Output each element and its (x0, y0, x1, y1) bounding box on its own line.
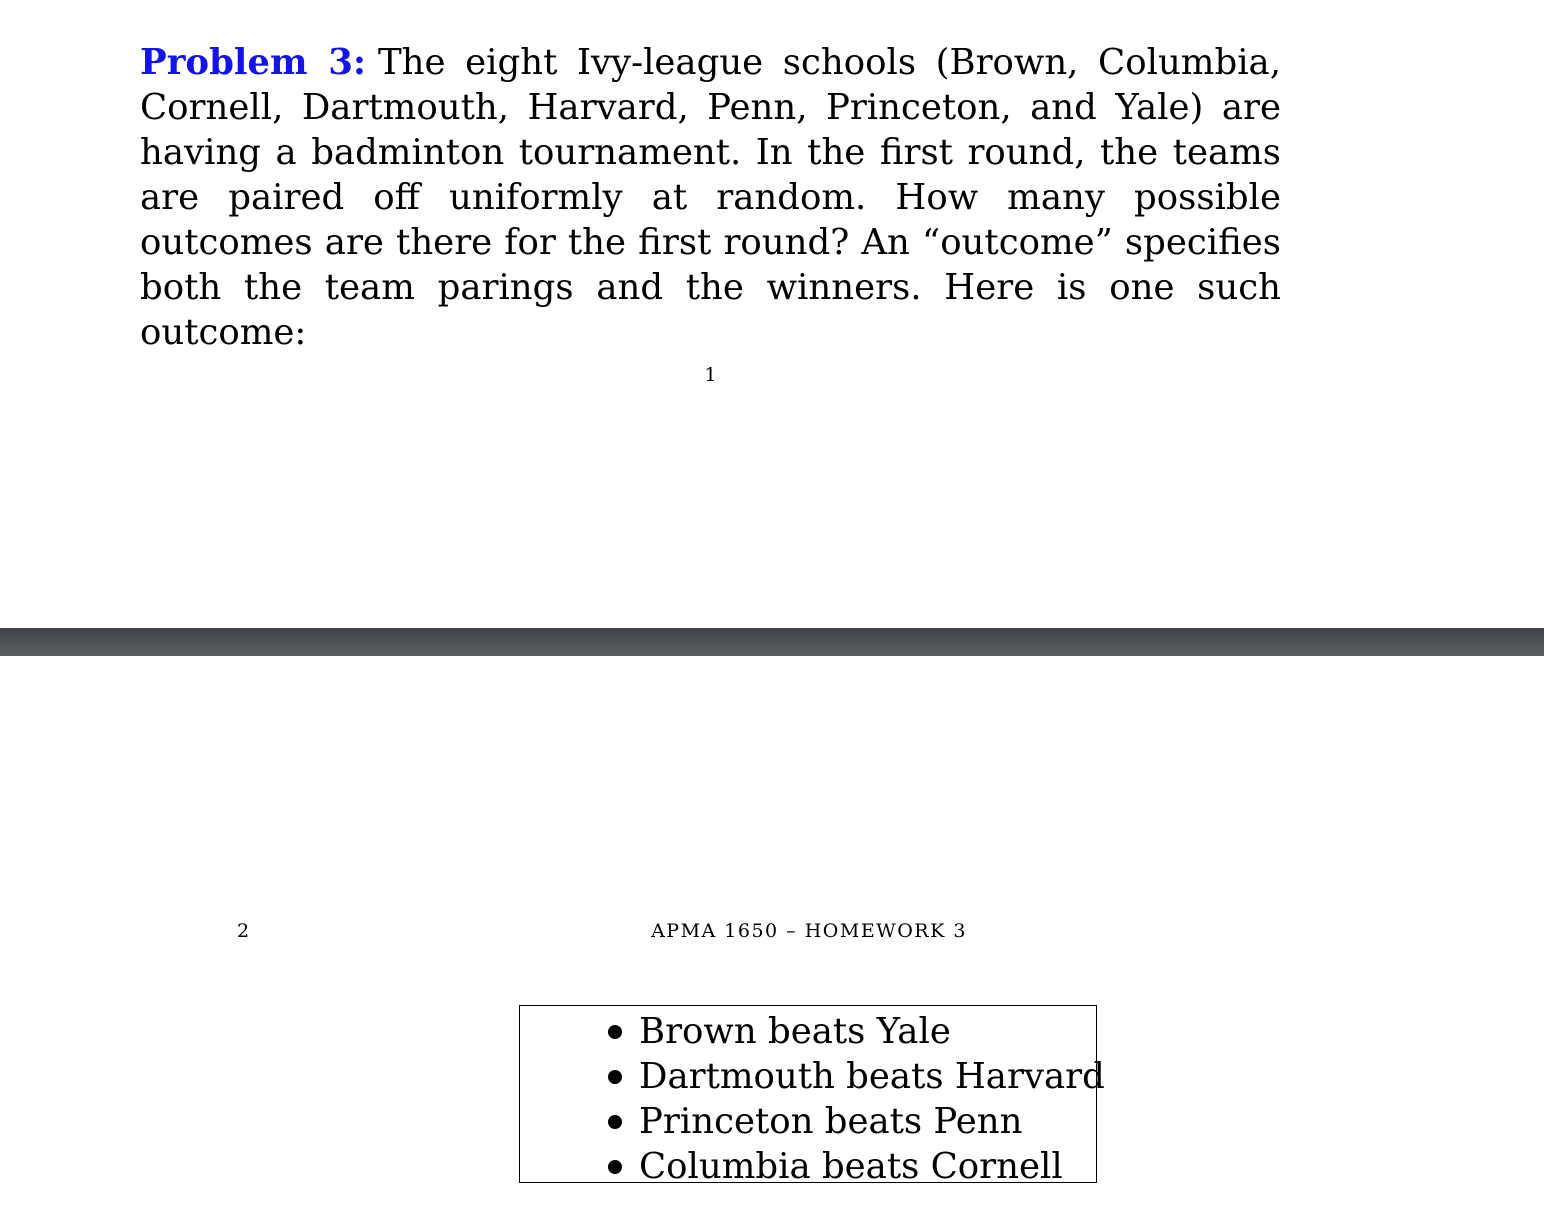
bullet-icon (608, 1115, 622, 1129)
outcome-text: Columbia beats Cornell (639, 1146, 1063, 1187)
outcome-text: Brown beats Yale (639, 1011, 951, 1052)
outcome-text: Princeton beats Penn (639, 1101, 1023, 1142)
outcome-box (519, 1005, 1105, 1187)
bullet-icon (608, 1070, 622, 1084)
bullet-icon (608, 1160, 622, 1174)
outcome-text: Dartmouth beats Harvard (639, 1056, 1105, 1097)
list-item (608, 1144, 1105, 1189)
list-item (608, 1009, 1105, 1054)
running-header: APMA 1650 – HOMEWORK 3 (651, 920, 967, 942)
page-2 (0, 656, 1544, 1215)
list-item (608, 1054, 1105, 1099)
bullet-icon (608, 1025, 622, 1039)
page-number: 1 (704, 364, 717, 386)
list-item (608, 1099, 1105, 1144)
page-separator (0, 628, 1544, 656)
outcome-list (608, 1009, 1105, 1189)
problem-label: Problem 3: (140, 42, 366, 83)
problem-paragraph (140, 40, 1281, 355)
page-number: 2 (237, 920, 250, 942)
problem-body: The eight Ivy-league schools (Brown, Columbia, Cornell, Dartmouth, Harvard, Penn, Princeton, and Yale) are having a badminton tournament. In the first round, the teams are paired off uniformly at random. How many possible outcomes are there for the first round? An “outcome” specifies both the team parings and the winners. Here is one such outcome: (140, 42, 1281, 353)
